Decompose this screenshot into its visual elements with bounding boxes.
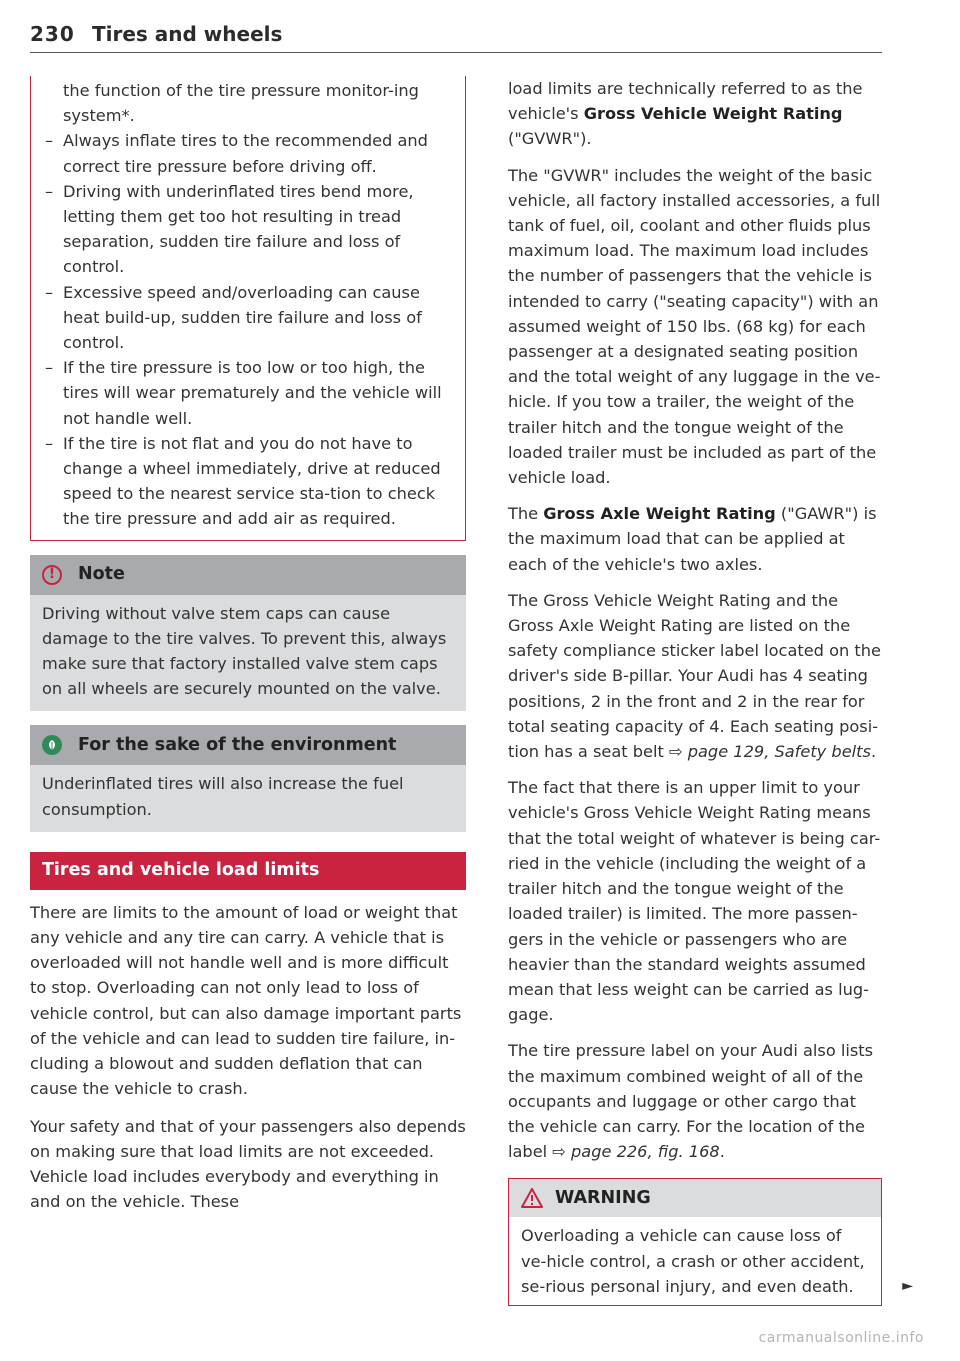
text-run: ("GVWR"). [508,129,592,149]
environment-body [30,765,466,831]
note-title: Note [78,564,125,585]
warning-header [509,1179,881,1217]
body-paragraph [508,76,882,152]
body-paragraph [508,588,882,764]
page-header [30,22,882,53]
note-body [30,595,466,712]
warning-list-item: – If the tire is not flat and you do not have to change a wheel immediately, drive at reduced speed to the nearest service sta-tion to check the tire pressure and add air as required. [45,431,451,532]
body-paragraph: The "GVWR" includes the weight of the basic vehicle, all factory installed accessories, a full tank of fuel, oil, coolant and other fluids plus maximum load. The maximum load includes the number of passengers that the vehicle is intended to carry ("seating capacity") with an assumed weight of 150 lbs. (68 kg) for each passenger at a designated seating position and the total weight of any luggage in the ve-hicle. If you tow a trailer, the weight of the trailer hitch and the tongue weight of the loaded trailer must be included as part of the vehicle load. [508,165,881,488]
text-run: The Gross Vehicle Weight Rating and the Gross Axle Weight Rating are listed on the safety compliance sticker label located on the driver's side B-pillar. Your Audi has 4 seating positions, 2 in the front and 2 in the rear for total seating capacity of 4. Each seating posi-tion has a seat belt [508,590,881,762]
warning-list-item: – Driving with underinflated tires bend more, letting them get too hot resulting in tread separation, sudden tire failure and loss of control. [45,179,451,280]
section-title: Tires and wheels [92,22,283,46]
bold-term: Gross Vehicle Weight Rating [583,104,843,124]
text-run: load limits are technically referred to as the vehicle's [508,79,863,124]
body-paragraph [508,501,882,577]
body-paragraph: Your safety and that of your passengers also depends on making sure that load limits are not exceeded. Vehicle load includes everybody and everything in and on the vehicle. These [30,1116,466,1212]
text-run: The tire pressure label on your Audi also lists the maximum combined weight of all of the occupants and luggage or other cargo that the vehicle can carry. For the location of the label [508,1041,874,1162]
continue-arrow-icon: ► [902,1277,913,1294]
watermark: carmanualsonline.info [758,1330,924,1346]
warning-triangle-icon [521,1188,543,1208]
warning-list-item: – Always inflate tires to the recommended and correct tire pressure before driving off. [45,128,451,178]
warning-list-item: – Excessive speed and/overloading can cause heat build-up, sudden tire failure and loss of control. [45,280,451,356]
environment-header [30,725,466,765]
note-header [30,555,466,595]
right-column [508,76,913,1306]
warning-list-item: – If the tire pressure is too low or too high, the tires will wear prematurely and the vehicle will not handle well. [45,355,451,431]
warning-title: WARNING [555,1187,651,1208]
exclamation-circle-icon: ! [42,565,62,585]
text-run: . [870,742,877,762]
environment-title: For the sake of the environment [78,734,397,755]
page-reference-link[interactable]: ⇨ page 226, fig. 168 [552,1142,720,1162]
warning-continuation-box [30,76,466,541]
left-column [30,76,466,1214]
page-reference-link[interactable]: ⇨ page 129, Safety belts [669,742,871,762]
leaf-icon [42,735,62,755]
environment-text: Underinflated tires will also increase the fuel consumption. [42,774,404,819]
note-text: Driving without valve stem caps can cause damage to the tire valves. To prevent this, always make sure that factory installed valve stem caps on all wheels are securely mounted on the valve. [42,603,447,699]
warning-box [508,1178,913,1306]
text-run: . [719,1142,725,1162]
section-heading: Tires and vehicle load limits [30,852,466,890]
warning-fragment: the function of the tire pressure monitor-ing system*. [63,81,419,126]
page-number: 230 [30,22,75,46]
body-paragraph [508,1038,882,1164]
warning-text: Overloading a vehicle can cause loss of ve-hicle control, a crash or other accident, se-rious personal injury, and even death. [521,1226,865,1296]
body-paragraph: There are limits to the amount of load or weight that any vehicle and any tire can carry. A vehicle that is overloaded will not handle well and is more difficult to stop. Overloading can not only lead to loss of vehicle control, but can also damage important parts of the vehicle and can lead to sudden tire failure, in-cluding a blowout and sudden deflation that can cause the vehicle to crash. [30,902,462,1099]
text-run: The [508,504,544,524]
body-paragraph: The fact that there is an upper limit to your vehicle's Gross Vehicle Weight Rating means that the total weight of whatever is being car-ried in the vehicle (including the weight of a trailer hitch and the tongue weight of the loaded trailer) is limited. The more passen-gers in the vehicle or passengers who are heavier than the standard weights assumed mean that less weight can be carried as lug-gage. [508,778,881,1025]
text-run: ("GAWR") is the maximum load that can be applied at each of the vehicle's two axles. [508,504,877,574]
environment-box [30,725,466,831]
note-box [30,555,466,712]
bold-term: Gross Axle Weight Rating [543,504,776,524]
warning-body [509,1217,913,1305]
